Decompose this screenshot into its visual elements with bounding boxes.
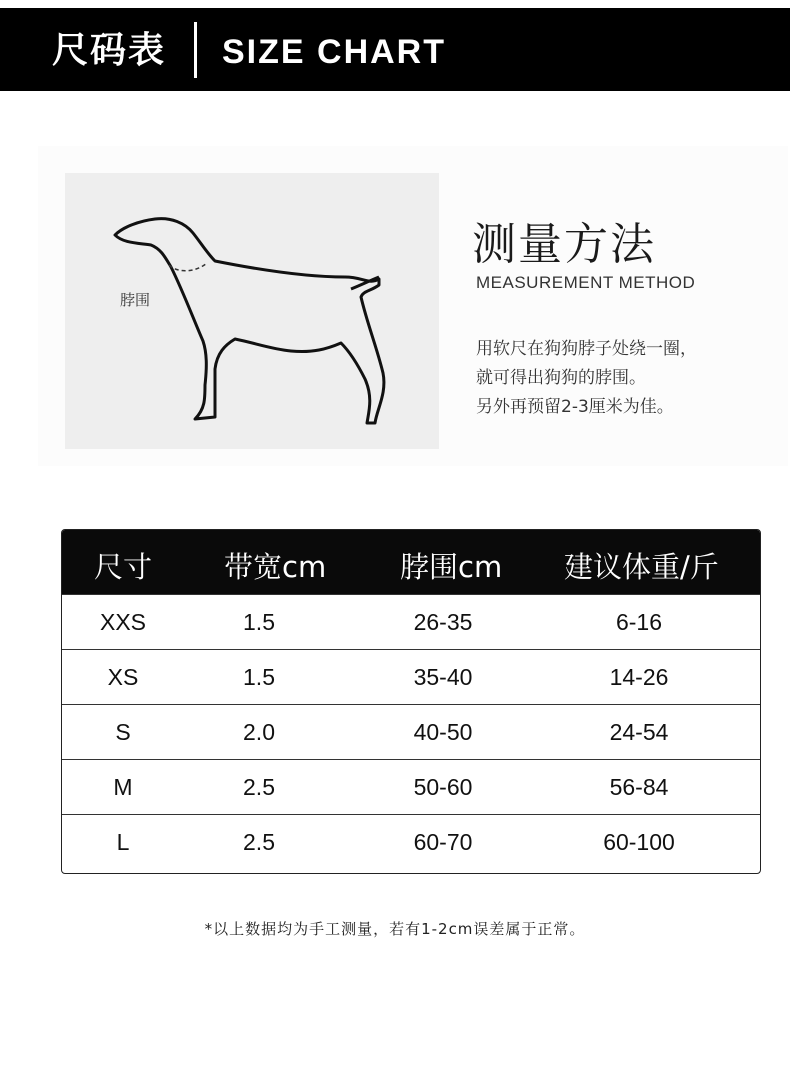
cell-size: L <box>116 829 130 855</box>
cell-neck: 26-35 <box>413 609 473 635</box>
header-weight: 建议体重/斤 <box>564 550 719 584</box>
header-size: 尺寸 <box>94 550 153 584</box>
cell-neck: 40-50 <box>413 719 473 745</box>
cell-width: 1.5 <box>243 664 275 690</box>
cell-weight: 56-84 <box>609 774 669 800</box>
method-line: 就可得出狗狗的脖围。 <box>476 368 646 388</box>
table-row <box>62 759 760 814</box>
cell-neck: 60-70 <box>413 829 473 855</box>
cell-width: 1.5 <box>243 609 275 635</box>
cell-size: XS <box>107 664 139 690</box>
cell-width: 2.5 <box>243 774 275 800</box>
cell-neck: 35-40 <box>413 664 473 690</box>
cell-width: 2.0 <box>243 719 275 745</box>
cell-weight: 24-54 <box>609 719 669 745</box>
cell-weight: 60-100 <box>603 829 675 855</box>
footnote: *以上数据均为手工测量，若有1-2cm误差属于正常。 <box>204 920 586 938</box>
cell-weight: 14-26 <box>609 664 669 690</box>
cell-size: M <box>113 774 133 800</box>
method-line: 用软尺在狗狗脖子处绕一圈， <box>476 339 697 359</box>
method-line: 另外再预留2-3厘米为佳。 <box>476 397 674 417</box>
cell-neck: 50-60 <box>413 774 473 800</box>
cell-size: XXS <box>99 609 147 635</box>
size-table <box>61 529 761 874</box>
title-en: SIZE CHART <box>222 33 446 71</box>
header-neck: 脖围cm <box>400 550 503 584</box>
method-subtitle: MEASUREMENT METHOD <box>476 273 696 292</box>
table-header <box>62 530 760 594</box>
cell-width: 2.5 <box>243 829 275 855</box>
header-bar <box>0 8 790 91</box>
cell-size: S <box>115 719 131 745</box>
header-divider <box>194 22 197 78</box>
neck-label: 脖围 <box>120 291 151 309</box>
dog-outline-icon <box>65 173 439 449</box>
method-description <box>476 335 697 422</box>
cell-weight: 6-16 <box>615 609 663 635</box>
method-title: 测量方法 <box>472 219 656 270</box>
dog-illustration <box>65 173 439 449</box>
header-width: 带宽cm <box>224 550 327 584</box>
title-zh: 尺码表 <box>52 30 167 71</box>
table-row <box>62 704 760 759</box>
table-row <box>62 649 760 704</box>
table-row <box>62 594 760 649</box>
table-row <box>62 814 760 869</box>
